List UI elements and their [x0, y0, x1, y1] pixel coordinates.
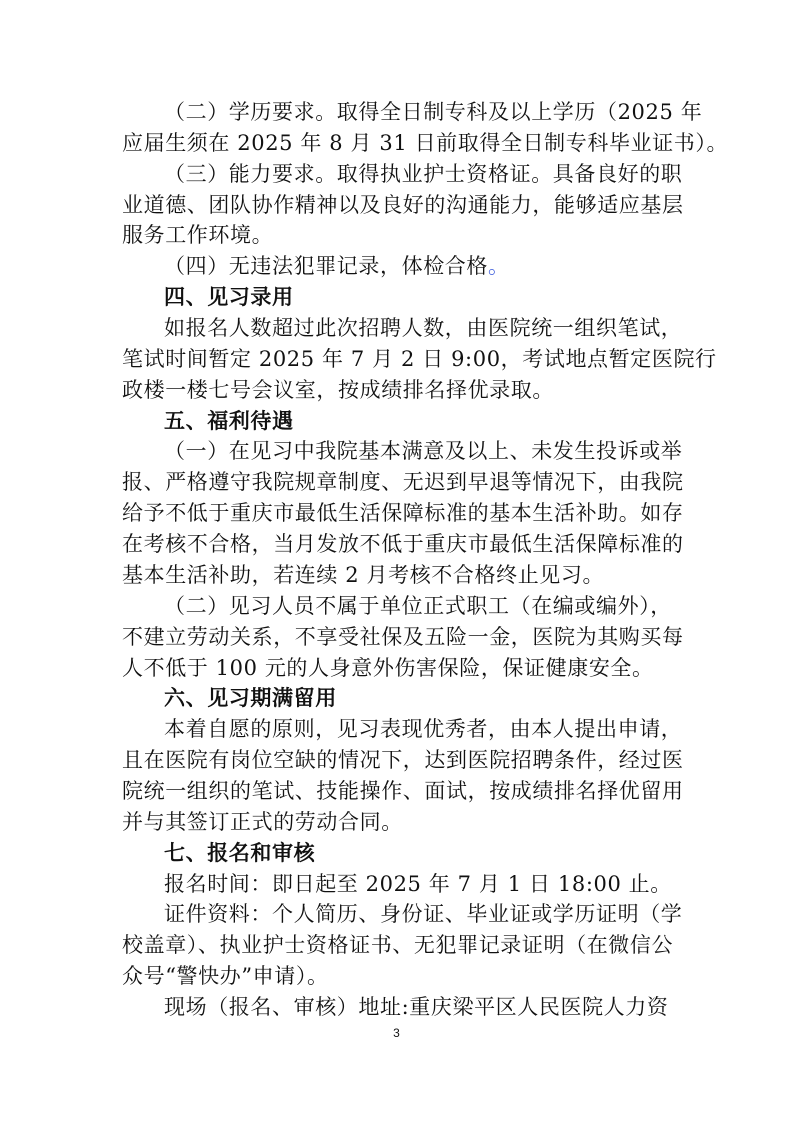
- paragraph-line: （三）能力要求。取得执业护士资格证。具备良好的职: [164, 161, 683, 186]
- paragraph-line: 报名时间：即日起至 2025 年 7 月 1 日 18:00 止。: [164, 871, 672, 896]
- paragraph-line: 现场（报名、审核）地址:重庆梁平区人民医院人力资: [164, 995, 669, 1019]
- page-number: 3: [393, 1026, 400, 1040]
- paragraph-line: （一）在见习中我院基本满意及以上、未发生投诉或举: [164, 439, 683, 464]
- paragraph-line: 业道德、团队协作精神以及良好的沟通能力，能够适应基层: [122, 192, 684, 217]
- paragraph-line: 众号“警快办”申请）。: [122, 964, 329, 989]
- paragraph-line: 给予不低于重庆市最低生活保障标准的基本生活补助。如存: [122, 501, 684, 526]
- paragraph-line: 且在医院有岗位空缺的情况下，达到医院招聘条件，经过医: [122, 748, 684, 773]
- paragraph-line: 基本生活补助，若连续 2 月考核不合格终止见习。: [122, 562, 605, 587]
- paragraph-line-with-mark: [0, 251, 793, 281]
- paragraph-line: 本着自愿的原则，见习表现优秀者，由本人提出申请，: [164, 717, 683, 742]
- paragraph-line: 人不低于 100 元的人身意外伤害保险，保证健康安全。: [122, 655, 654, 680]
- paragraph-line: 如报名人数超过此次招聘人数，由医院统一组织笔试，: [164, 316, 683, 341]
- paragraph-text: （四）无违法犯罪记录，体检合格: [164, 254, 488, 279]
- paragraph-line: 应届生须在 2025 年 8 月 31 日前取得全日制专科毕业证书）。: [122, 130, 729, 155]
- paragraph-line: 笔试时间暂定 2025 年 7 月 2 日 9:00，考试地点暂定医院行: [122, 346, 717, 371]
- section-heading: 五、福利待遇: [164, 408, 294, 433]
- section-heading: 四、见习录用: [164, 285, 294, 310]
- blue-period-mark: 。: [488, 254, 510, 279]
- section-heading: 七、报名和审核: [164, 840, 316, 865]
- paragraph-line: 在考核不合格，当月发放不低于重庆市最低生活保障标准的: [122, 532, 684, 557]
- paragraph-line: 不建立劳动关系，不享受社保及五险一金，医院为其购买每: [122, 624, 684, 649]
- paragraph-line: 报、严格遵守我院规章制度、无迟到早退等情况下，由我院: [122, 470, 684, 495]
- paragraph-line: （二）见习人员不属于单位正式职工（在编或编外），: [164, 593, 672, 618]
- paragraph-line: 院统一组织的笔试、技能操作、面试，按成绩排名择优留用: [122, 778, 684, 803]
- paragraph-line: 服务工作环境。: [122, 223, 274, 248]
- paragraph-line: 并与其签订正式的劳动合同。: [122, 809, 403, 834]
- paragraph-line: 证件资料：个人简历、身份证、毕业证或学历证明（学: [164, 902, 683, 927]
- section-heading: 六、见习期满留用: [164, 686, 337, 711]
- paragraph-line: 校盖章）、执业护士资格证书、无犯罪记录证明（在微信公: [122, 933, 674, 958]
- paragraph-line: （二）学历要求。取得全日制专科及以上学历（2025 年: [164, 100, 703, 124]
- paragraph-line: 政楼一楼七号会议室，按成绩排名择优录取。: [122, 377, 554, 402]
